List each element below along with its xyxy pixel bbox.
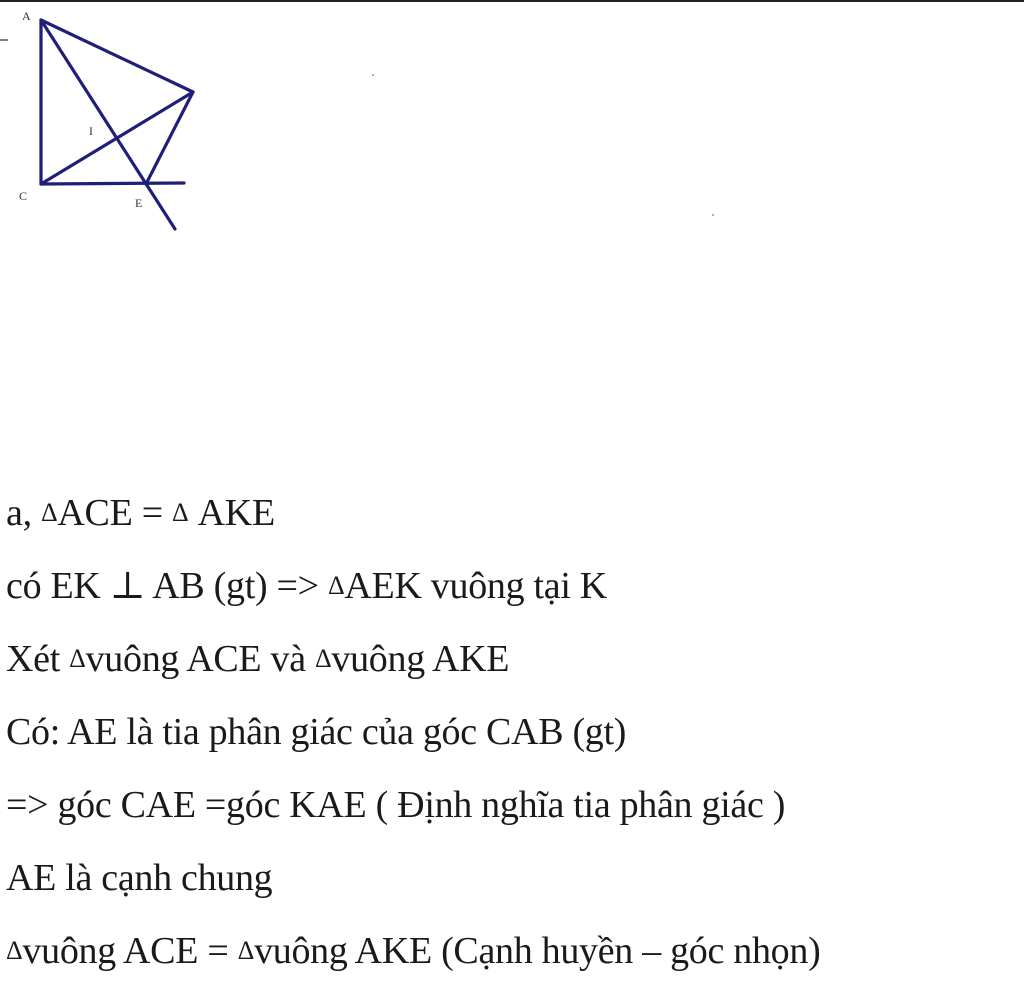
solution-line-2: có EK ⊥ AB (gt) => ΔAEK vuông tại K [6, 565, 607, 607]
triangle-symbol: Δ [172, 498, 189, 527]
solution-line-4: Có: AE là tia phân giác của góc CAB (gt) [6, 711, 627, 753]
point-label-e: E [135, 196, 143, 210]
point-label-i: I [89, 124, 93, 138]
geometry-figure [0, 0, 230, 240]
scan-speck [372, 74, 374, 76]
triangle-symbol: Δ [314, 644, 332, 673]
solution-line-3: Xét Δvuông ACE và Δvuông AKE [6, 638, 510, 680]
triangle-symbol: Δ [69, 644, 86, 673]
scan-speck [712, 214, 714, 216]
point-label-a: A [22, 9, 31, 23]
triangle-symbol: Δ [6, 936, 23, 965]
triangle-symbol: Δ [327, 571, 345, 600]
point-label-c: C [19, 189, 28, 203]
line-ce [41, 183, 184, 184]
solution-line-7: Δvuông ACE = Δvuông AKE (Cạnh huyền – góc nhọn) [6, 930, 821, 972]
solution-line-6: AE là cạnh chung [6, 857, 273, 899]
solution-line-5: => góc CAE =góc KAE ( Định nghĩa tia phân giác ) [6, 784, 786, 826]
triangle-symbol: Δ [237, 936, 255, 965]
solution-line-1: a, ΔACE = Δ AKE [6, 492, 275, 534]
triangle-symbol: Δ [40, 498, 58, 527]
